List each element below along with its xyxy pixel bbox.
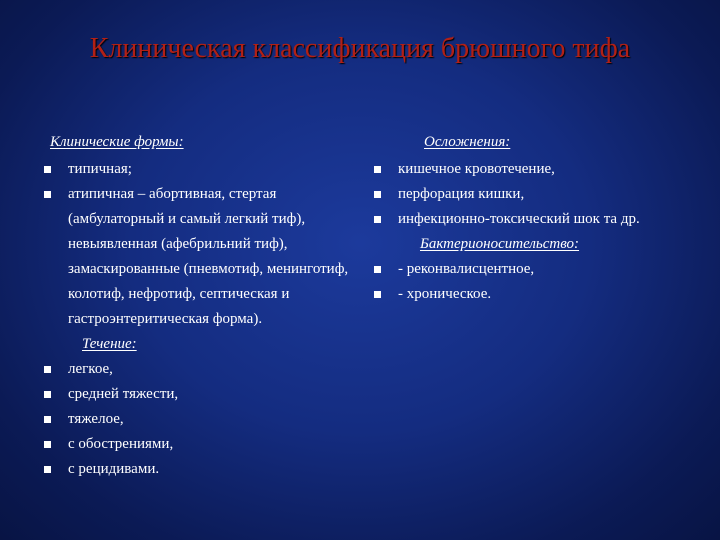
list-item-text: - хроническое. [398,286,492,302]
list-item-text: кишечное кровотечение, [398,161,555,177]
complications-heading: Осложнения: [424,134,511,150]
square-bullet-icon [374,191,381,198]
list-item [42,382,352,407]
square-bullet-icon [44,466,51,473]
carrier-heading: Бактерионосительство: [420,236,580,252]
square-bullet-icon [44,366,51,373]
course-list [42,357,352,482]
list-item [372,207,692,232]
left-column [42,130,352,482]
list-item [42,407,352,432]
list-item-text: инфекционно-токсический шок та др. [398,211,640,227]
list-item-text: атипичная – абортивная, стертая (амбулаторный и самый легкий тиф), невыявленная (афебрильний тиф), замаскированные (пневмотиф, менинготиф, колотиф, нефротиф, септическая и гастроэнтеритическая форма). [68,186,349,327]
list-item-text: типичная; [68,161,132,177]
square-bullet-icon [374,166,381,173]
square-bullet-icon [374,216,381,223]
list-item [42,182,352,332]
list-item [372,257,692,282]
clinical-forms-heading: Клинические формы: [50,134,184,150]
list-item-text: с обострениями, [68,436,174,452]
square-bullet-icon [44,166,51,173]
course-heading: Течение: [82,336,137,352]
clinical-forms-list [42,157,352,332]
square-bullet-icon [44,191,51,198]
square-bullet-icon [44,441,51,448]
list-item-text: тяжелое, [68,411,124,427]
square-bullet-icon [374,266,381,273]
slide-title: Клиническая классификация брюшного тифа [89,33,631,64]
list-item [372,157,692,182]
list-item-text: легкое, [68,361,113,377]
square-bullet-icon [374,291,381,298]
list-item-text: - реконвалисцентное, [398,261,535,277]
square-bullet-icon [44,391,51,398]
right-column [372,130,692,307]
list-item-text: средней тяжести, [68,386,179,402]
complications-list [372,157,692,232]
list-item [42,357,352,382]
list-item-text: с рецидивами. [68,461,160,477]
list-item-text: перфорация кишки, [398,186,525,202]
list-item [372,282,692,307]
carrier-list [372,257,692,307]
list-item [42,157,352,182]
list-item [372,182,692,207]
square-bullet-icon [44,416,51,423]
list-item [42,432,352,457]
list-item [42,457,352,482]
